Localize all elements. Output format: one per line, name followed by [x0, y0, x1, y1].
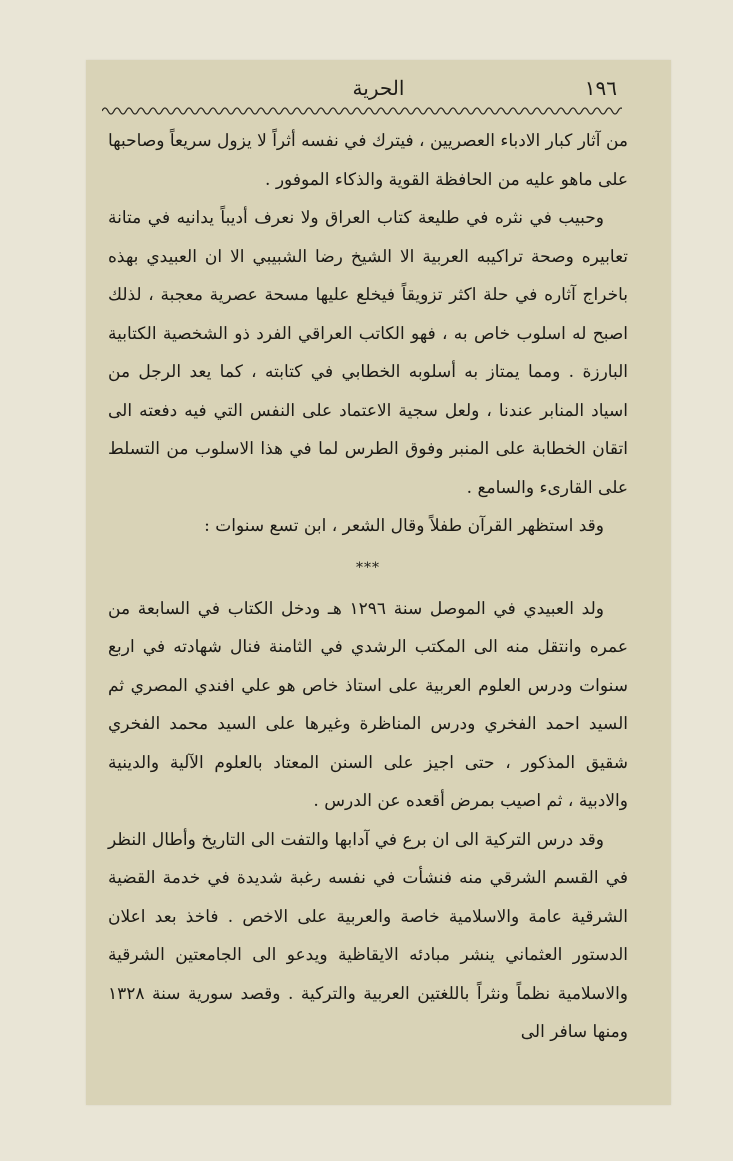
paragraph: وحبيب في نثره في طليعة كتاب العراق ولا نعرف أديباً يدانيه في متانة تعابيره وصحة تراكيبه العربية الا الشيخ رضا الشبيبي الا ان العبيدي بهذه باخراج آثاره في حلة اكثر تزويقاً فيخلع عليها مسحة عصرية معجبة ، لذلك اصبح له اسلوب خاص به ، فهو الكاتب العراقي الفرد ذو الشخصية الكتابية البارزة . ومما يمتاز به أسلوبه الخطابي في كتابته ، كما يعد الرجل من اسياد المنابر عندنا ، ولعل سجية الاعتماد على النفس التي فيه دفعته الى اتقان الخطابة على المنبر وفوق الطرس لما في هذا الاسلوب من التسلط على القارىء والسامع . [108, 208, 628, 498]
paragraph: وقد استظهر القرآن طفلاً وقال الشعر ، ابن تسع سنوات : [204, 516, 604, 536]
paragraph: وقد درس التركية الى ان برع في آدابها والتفت الى التاريخ وأطال النظر في القسم الشرقي منه فنشأت في نفسه رغبة شديدة في خدمة القضية الشرقية عامة والاسلامية خاصة والعربية على الاخص . فاخذ بعد اعلان الدستور العثماني ينشر مبادئه الايقاظية ويدعو الى الجامعتين الشرقية والاسلامية نظماً ونثراً باللغتين العربية والتركية . وقصد سورية سنة ١٣٢٨ ومنها سافر الى [108, 829, 628, 1042]
section-separator: *** [356, 559, 380, 576]
wavy-divider-rule [102, 104, 622, 118]
paragraph: من آثار كبار الادباء العصريين ، فيترك في نفسه أثراً لا يزول سريعاً وصاحبها على ماهو عليه من الحافظة القوية والذكاء الموفور . [108, 131, 628, 190]
paragraph: ولد العبيدي في الموصل سنة ١٢٩٦ هـ ودخل الكتاب في السابعة من عمره وانتقل منه الى المكتب الرشدي في الثامنة فنال شهادته في اربع سنوات ودرس العلوم العربية على استاذ خاص هو علي افندي المصري ثم السيد احمد الفخري ودرس المناظرة وغيرها على السيد محمد الفخري شقيق المذكور ، حتى اجيز على السنن المعتاد بالعلوم الآلية والدينية والادبية ، ثم اصيب بمرض أقعده عن الدرس . [108, 598, 628, 811]
article-body [108, 122, 628, 1052]
page-number: ١٩٦ [584, 76, 617, 100]
running-title: الحرية [352, 76, 405, 100]
book-page [86, 60, 671, 1105]
